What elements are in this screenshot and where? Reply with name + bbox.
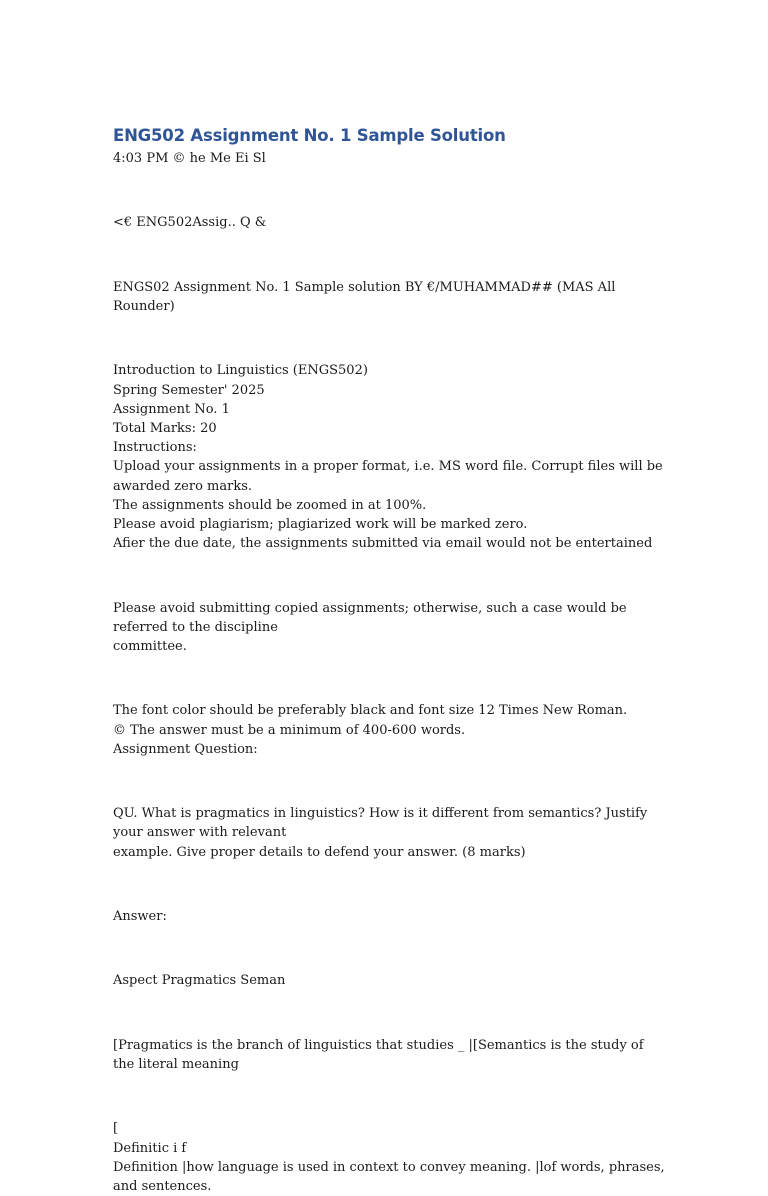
blank-line [113,772,668,791]
text-line: ENGS02 Assignment No. 1 Sample solution BY €/MUHAMMAD## (MAS All Rounder) [113,279,620,314]
text-line: example. Give proper details to defend your answer. (8 marks) [113,844,526,860]
text-line: Definition |how language is used in context to convey meaning. |lof words, phrases, and sentences. [113,1159,669,1194]
text-line: Answer: [113,908,167,924]
text-line: Definitic i f [113,1140,187,1156]
text-line: Introduction to Linguistics (ENGS502) [113,363,368,379]
text-line: Assignment Question: [113,741,258,757]
blank-line [113,246,668,265]
text-line: Total Marks: 20 [113,420,217,436]
document-body [113,149,668,1196]
text-line: QU. What is pragmatics in linguistics? How is it different from semantics? Justify your answer with relevant [113,806,652,841]
blank-line [113,329,668,348]
blank-line [113,181,668,200]
text-line: Please avoid plagiarism; plagiarized work will be marked zero. [113,517,528,532]
text-line: © The answer must be a minimum of 400-600 words. [113,722,466,738]
text-line: Please avoid submitting copied assignments; otherwise, such a case would be referred to the discipline [113,600,631,635]
blank-line [113,1087,668,1106]
text-line: The assignments should be zoomed in at 100%. [113,497,427,513]
text-line: The font color should be preferably black and font size 12 Times New Roman. [113,703,628,719]
text-line: Spring Semester' 2025 [113,382,265,398]
text-line: Instructions: [113,440,197,456]
blank-line [113,939,668,958]
text-line: Afier the due date, the assignments submitted via email would not be entertained [113,536,653,552]
text-line: [ [113,1121,119,1137]
text-line: <€ ENG502Assig.. Q & [113,215,267,231]
text-line: [Pragmatics is the branch of linguistics that studies _ |[Semantics is the study of the literal meaning [113,1037,648,1072]
blank-line [113,669,668,688]
document-title: ENG502 Assignment No. 1 Sample Solution [113,126,506,145]
blank-line [113,1004,668,1023]
text-line: committee. [113,639,187,654]
text-line: Assignment No. 1 [113,401,230,417]
text-line: Aspect Pragmatics Seman [113,973,286,989]
text-line: Upload your assignments in a proper format, i.e. MS word file. Corrupt files will be awarded zero marks. [113,459,667,494]
text-line: 4:03 PM © he Me Ei Sl [113,151,266,166]
blank-line [113,875,668,894]
blank-line [113,566,668,585]
